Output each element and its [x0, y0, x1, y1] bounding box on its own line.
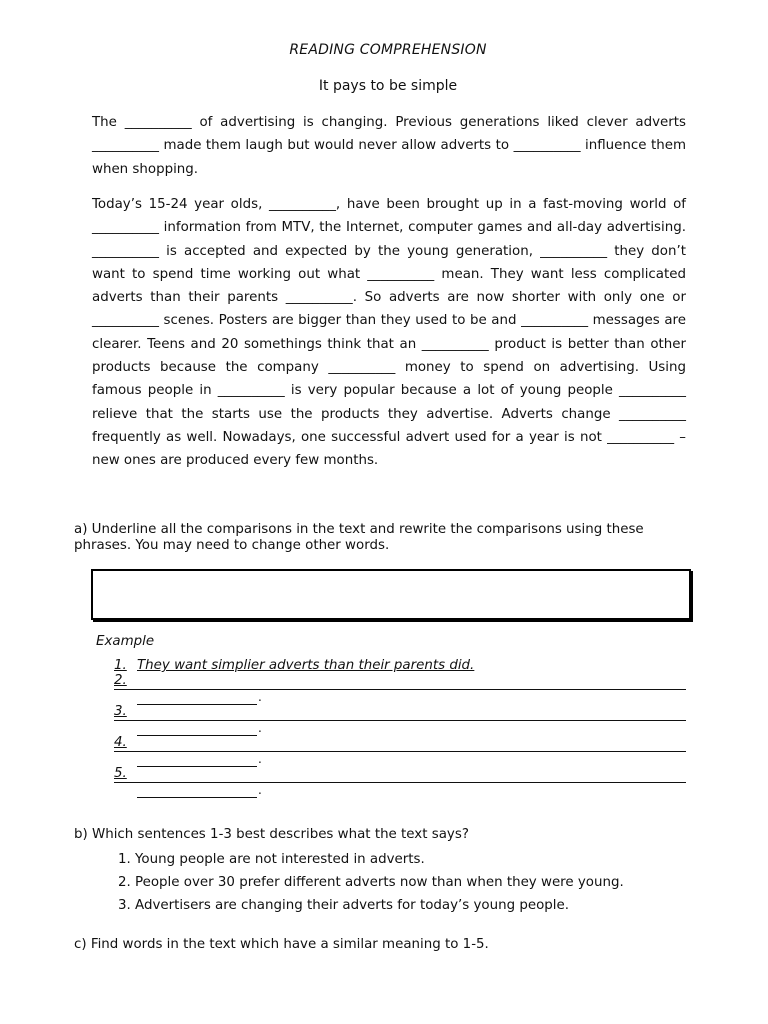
example-label: Example: [96, 634, 155, 649]
answer-number: 2.: [114, 673, 127, 688]
blank-line: [137, 787, 257, 798]
page-title: READING COMPREHENSION: [289, 42, 487, 58]
answer-number: 3.: [114, 704, 127, 719]
answer-line-3[interactable]: [114, 704, 686, 721]
answer-line-5[interactable]: [114, 766, 686, 783]
line-end: .: [258, 721, 262, 735]
answer-number: 5.: [114, 766, 127, 781]
example-sentence: They want simplier adverts than their parents did.: [137, 658, 475, 673]
question-b: b) Which sentences 1-3 best describes what the text says?: [74, 827, 469, 842]
line-end: .: [258, 752, 262, 766]
option-3: 3. Advertisers are changing their adverts for today’s young people.: [118, 898, 570, 913]
answer-number: 4.: [114, 735, 127, 750]
answer-line-5-continuation[interactable]: [137, 783, 262, 799]
line-end: .: [258, 783, 262, 797]
answer-line-2[interactable]: [114, 673, 686, 690]
paragraph-1: The __________ of advertising is changing. Previous generations liked clever adverts __________ made them laugh but would never allow adverts to __________ influence them when shopping.: [92, 115, 686, 177]
answer-line-4[interactable]: [114, 735, 686, 752]
text-title: It pays to be simple: [318, 78, 458, 94]
option-2: 2. People over 30 prefer different adverts now than when they were young.: [118, 875, 624, 890]
line-end: .: [258, 690, 262, 704]
answer-box[interactable]: [91, 569, 691, 620]
option-1: 1. Young people are not interested in adverts.: [118, 852, 425, 867]
paragraph-2: Today’s 15-24 year olds, __________, have been brought up in a fast-moving world of __________ information from MTV, the Internet, computer games and all-day advertising. __________ is accepted and expected by the young generation, __________ they don’t want to spend time working out what __________ mean. They want less complicated adverts than their parents __________. So adverts are now shorter with only one or __________ scenes. Posters are bigger than they used to be and __________ messages are clearer. Teens and 20 somethings think that an __________ product is better than other products because the company __________ money to spend on advertising. Using famous people in __________ is very popular because a lot of young people __________ relieve that the starts use the products they advertise. Adverts change __________ frequently as well. Nowadays, one successful advert used for a year is not __________ – new ones are produced every few months.: [92, 197, 686, 469]
question-c: c) Find words in the text which have a similar meaning to 1-5.: [74, 937, 489, 952]
question-a: a) Underline all the comparisons in the text and rewrite the comparisons using these phrases. You may need to change other words.: [74, 522, 644, 553]
example-number: 1.: [114, 658, 127, 673]
example-row-1: [114, 658, 686, 674]
